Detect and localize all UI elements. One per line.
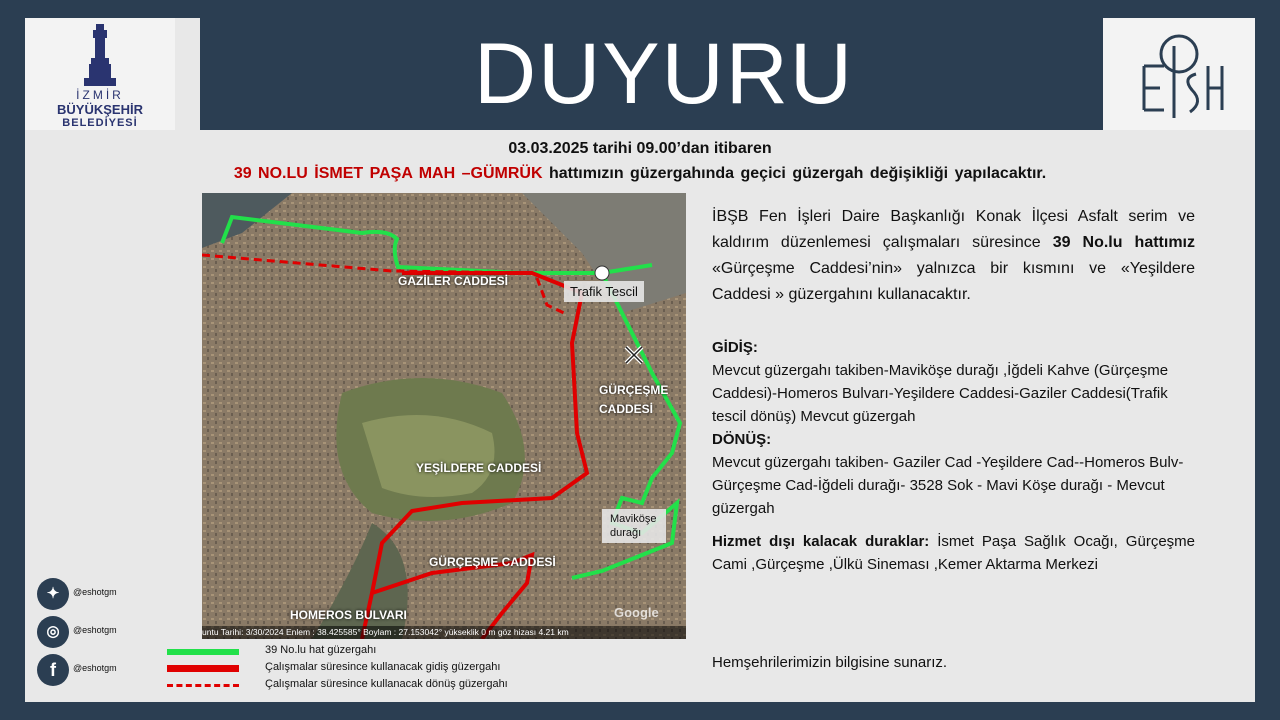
map-label-homeros: HOMEROS BULVARI — [290, 608, 407, 622]
hizmet-heading: Hizmet dışı kalacak duraklar: — [712, 533, 930, 550]
social-instagram[interactable] — [37, 616, 157, 648]
route-name: 39 NO.LU İSMET PAŞA MAH –GÜMRÜK — [233, 165, 543, 182]
legend-item — [167, 661, 567, 677]
map-label-mavikose — [602, 509, 666, 543]
izmir-buyuksehir-logo — [25, 18, 175, 130]
map-label-gurcesme: GÜRÇEŞME CADDESİ — [429, 555, 556, 569]
logo-line1: İZMİR — [76, 88, 124, 102]
eshot-monogram-logo — [1134, 26, 1224, 122]
mavikose-line1: Maviköşe — [610, 513, 657, 525]
legend-swatch-green — [167, 649, 239, 655]
donus-text: Mevcut güzergahı takiben- Gaziler Cad -Yeşildere Cad--Homeros Bulv-Gürçeşme Cad-İğdeli durağı- 3528 Sok - Mavi Köşe durağı - Mevcut güzergah — [712, 454, 1184, 517]
eshot-logo — [1103, 18, 1255, 130]
twitter-icon: ✦ — [37, 578, 69, 610]
legend-item — [167, 678, 567, 694]
facebook-handle: @eshotgm — [73, 663, 117, 673]
map-image — [202, 193, 686, 639]
intro-b: «Gürçeşme Caddesi’nin» yalnızca bir kısmını ve «Yeşildere Caddesi » güzergahını kullanacaktır. — [712, 260, 1195, 303]
facebook-icon: f — [37, 654, 69, 686]
legend-swatch-red-dashed — [167, 684, 239, 687]
logo-line2: BÜYÜKŞEHİR — [57, 102, 143, 117]
legend-swatch-red-solid — [167, 665, 239, 672]
legend-text: 39 No.lu hat güzergahı — [265, 644, 377, 656]
route-line — [25, 165, 1255, 183]
date-line: 03.03.2025 tarihi 09.00’dan itibaren — [508, 140, 772, 157]
map-label-gurcesme-top2: CADDESİ — [599, 402, 654, 416]
instagram-icon: ◎ — [37, 616, 69, 648]
announcement-panel — [25, 18, 1255, 702]
twitter-handle: @eshotgm — [73, 587, 117, 597]
map-google-watermark: Google — [614, 605, 659, 620]
instagram-handle: @eshotgm — [73, 625, 117, 635]
intro-paragraph — [712, 204, 1195, 308]
route-map — [202, 193, 686, 639]
legend-text: Çalışmalar süresince kullanacak dönüş güzergahı — [265, 678, 508, 690]
intro-bold: 39 No.lu hattımız — [1052, 234, 1196, 251]
gidis-text: Mevcut güzergahı takiben-Maviköşe durağı ,İğdeli Kahve (Gürçeşme Caddesi)-Homeros Bulvarı-Yeşildere Caddesi-Gaziler Caddesi(Trafik tescil dönüş) Mevcut güzergah — [712, 362, 1169, 425]
hizmet-paragraph — [712, 530, 1195, 576]
title-bar — [200, 18, 1128, 130]
intro-a: İBŞB Fen İşleri Daire Başkanlığı Konak İlçesi Asfalt serim ve kaldırım düzenlemesi çalışmaları süresince — [712, 208, 1195, 251]
hizmet-text: İsmet Paşa Sağlık Ocağı, Gürçeşme Cami ,Gürçeşme ,Ülkü Sineması ,Kemer Aktarma Merkezi — [712, 533, 1195, 573]
map-label-gurcesme-top: GÜRÇEŞME — [599, 383, 669, 397]
map-footer: untu Tarihi: 3/30/2024 Enlem : 38.425585° Boylam : 27.153042° yükseklik 0 m göz hizası 4.21 km — [202, 626, 686, 639]
gidis-heading: GİDİŞ: — [712, 339, 758, 356]
logo-line3: BELEDİYESİ — [62, 117, 138, 129]
page-title: DUYURU — [474, 26, 854, 122]
legend-item — [167, 644, 567, 660]
map-label-gaziler: GAZİLER CADDESİ — [398, 274, 509, 288]
donus-heading: DÖNÜŞ: — [712, 431, 772, 448]
map-label-yesildere: YEŞİLDERE CADDESİ — [416, 461, 542, 475]
map-label-trafik-tescil: Trafik Tescil — [564, 281, 644, 302]
closing-text: Hemşehrilerimizin bilgisine sunarız. — [712, 654, 948, 671]
clock-tower-icon — [80, 24, 120, 86]
social-twitter[interactable] — [37, 578, 157, 610]
route-desc: hattımızın güzergahında geçici güzergah değişikliği yapılacaktır. — [542, 165, 1047, 182]
mavikose-line2: durağı — [610, 527, 642, 539]
social-facebook[interactable] — [37, 654, 157, 686]
legend-text: Çalışmalar süresince kullanacak gidiş güzergahı — [265, 661, 501, 673]
announcement-text — [712, 204, 1195, 576]
